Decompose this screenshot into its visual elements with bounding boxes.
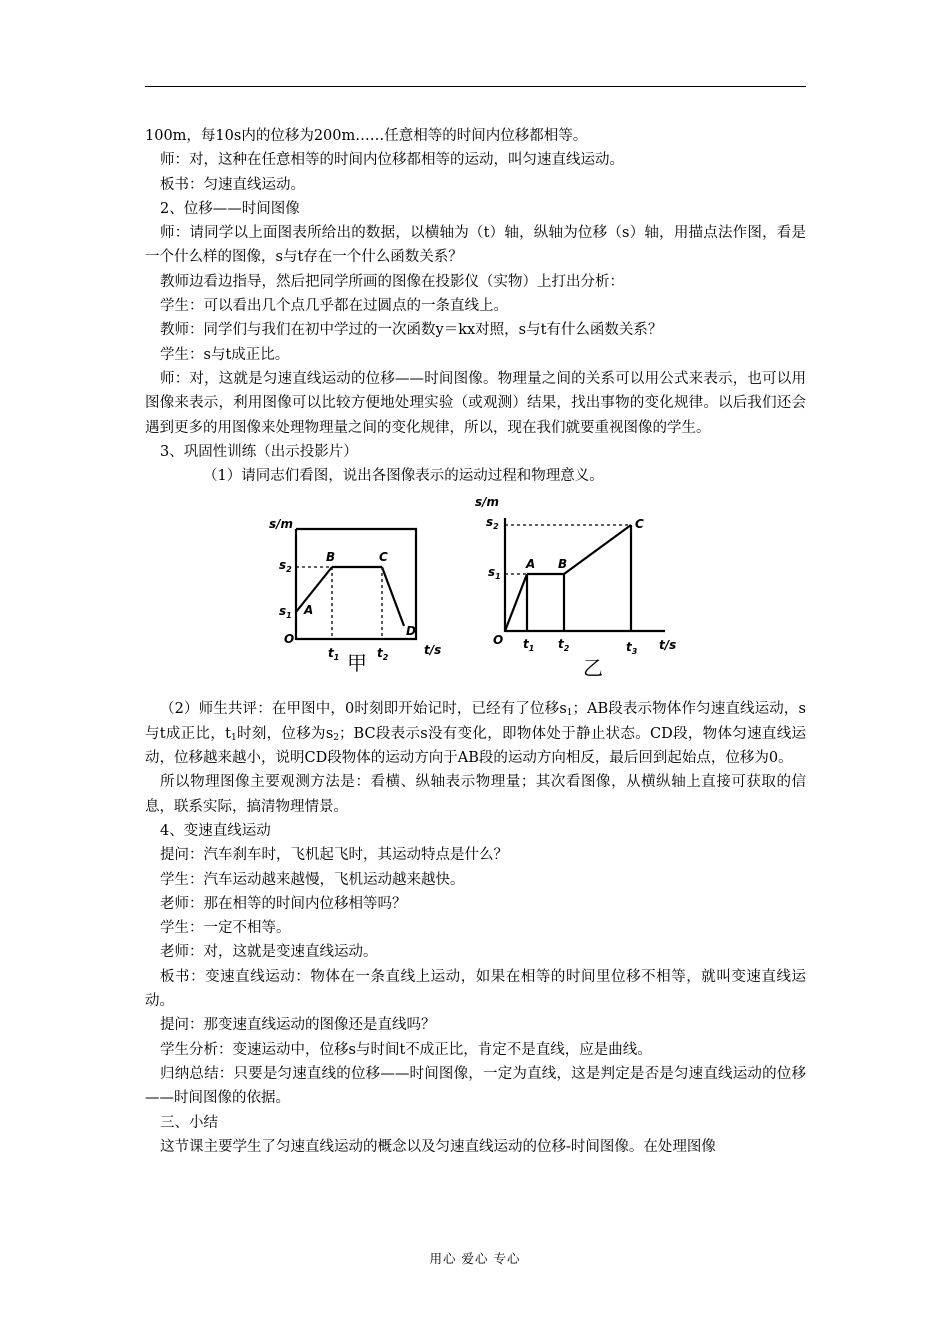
yi-segment-oa bbox=[505, 574, 527, 631]
paragraph: 100m，每10s内的位移为200m……任意相等的时间内位移都相等。 bbox=[145, 128, 588, 144]
paragraph: 4、变速直线运动 bbox=[160, 822, 271, 839]
jia-segment-ab bbox=[296, 567, 332, 612]
paragraph: 这节课主要学生了匀速直线运动的概念以及匀速直线运动的位移-时间图像。在处理图像 bbox=[160, 1138, 716, 1155]
document-body bbox=[145, 124, 806, 1159]
yi-y-axis-label: s/m bbox=[475, 495, 500, 510]
paragraph: 三、小结 bbox=[160, 1114, 218, 1131]
graph-jia bbox=[296, 529, 417, 640]
jia-point-d: D bbox=[406, 624, 416, 639]
jia-y-axis-label: s/m bbox=[269, 517, 294, 532]
paragraph: 学生：s与t成正比。 bbox=[160, 346, 290, 363]
paragraph: 板书：匀速直线运动。 bbox=[160, 176, 305, 193]
jia-s2-label: $s_2$ bbox=[279, 558, 292, 575]
paragraph: 师：对，这种在任意相等的时间内位移都相等的运动，叫匀速直线运动。 bbox=[160, 152, 624, 169]
paragraph: 学生分析：变速运动中，位移s与时间t不成正比，肯定不是直线，应是曲线。 bbox=[160, 1041, 652, 1058]
yi-s2-label: $s_2$ bbox=[486, 515, 499, 532]
paragraph: 板书：变速直线运动：物体在一条直线上运动，如果在相等的时间里位移不相等，就叫变速直线运动。 bbox=[145, 968, 806, 1010]
yi-x-axis-label: t/s bbox=[659, 638, 677, 653]
paragraph: 归纳总结：只要是匀速直线的位移——时间图像，一定为直线，这是判定是否是匀速直线运动的位移——时间图像的依据。 bbox=[145, 1065, 806, 1107]
paragraphs-before-figure bbox=[145, 124, 806, 488]
page-footer: 用心 爱心 专心 bbox=[429, 1251, 521, 1266]
jia-point-b: B bbox=[326, 550, 336, 565]
paragraph: 学生：一定不相等。 bbox=[160, 920, 291, 937]
paragraph-commentary: （2）师生共评：在甲图中，0时刻即开始记时，已经有了位移$s_1$；AB段表示物体作匀速直线运动，s与t成正比，$t_1$时刻，位移为$s_2$；BC段表示s没有变化，即物体处于静止状态。CD段，物体匀速直线运动，位移越来越小，说明CD段物体的运动方向于AB段的运动方向相反，最后回到起始点，位移为0。 bbox=[145, 701, 807, 767]
paragraph: 所以物理图像主要观测方法是：看横、纵轴表示物理量；其次看图像，从横纵轴上直接可获取的信息，联系实际，搞清物理情景。 bbox=[145, 774, 806, 815]
paragraph: 师：请同学以上面图表所给出的数据，以横轴为（t）轴，纵轴为位移（s）轴，用描点法作图，看是一个什么样的图像，s与t存在一个什么函数关系？ bbox=[145, 225, 806, 266]
jia-t1-label: $t_1$ bbox=[328, 646, 340, 663]
paragraph: 提问：汽车刹车时，飞机起飞时，其运动特点是什么？ bbox=[160, 847, 508, 864]
paragraph: 老师：对，这就是变速直线运动。 bbox=[160, 944, 378, 961]
jia-segment-cd bbox=[382, 567, 404, 626]
jia-point-a: A bbox=[304, 603, 314, 618]
graph-yi bbox=[505, 518, 665, 632]
yi-caption: 乙 bbox=[583, 656, 603, 681]
header-rule bbox=[145, 86, 806, 87]
yi-s1-label: $s_1$ bbox=[488, 565, 501, 582]
yi-origin-label: O bbox=[493, 633, 504, 648]
paragraphs-after-figure bbox=[145, 770, 806, 1159]
yi-point-a: A bbox=[526, 557, 536, 572]
motion-graphs-svg bbox=[145, 488, 806, 697]
jia-x-axis-label: t/s bbox=[424, 643, 442, 658]
figure-motion-graphs bbox=[145, 488, 806, 697]
yi-segment-bc bbox=[564, 525, 631, 574]
yi-t2-label: $t_2$ bbox=[558, 637, 570, 654]
paragraph: 师：对，这就是匀速直线运动的位移——时间图像。物理量之间的关系可以用公式来表示，也可以用图像来表示，利用图像可以比较方便地处理实验（或观测）结果，找出事物的变化规律。以后我们还会遇到更多的用图像来处理物理量之间的变化规律，所以，现在我们就要重视图像的学生。 bbox=[145, 370, 806, 436]
yi-t3-label: $t_3$ bbox=[626, 640, 638, 657]
yi-point-c: C bbox=[635, 517, 644, 532]
jia-s1-label: $s_1$ bbox=[279, 604, 292, 621]
jia-caption: 甲 bbox=[347, 651, 367, 676]
jia-point-c: C bbox=[379, 550, 388, 565]
paragraph: 教师边看边指导，然后把同学所画的图像在投影仪（实物）上打出分析： bbox=[160, 273, 624, 290]
paragraph: （1）请同志们看图，说出各图像表示的运动过程和物理意义。 bbox=[203, 468, 604, 485]
paragraph: 学生：汽车运动越来越慢，飞机运动越来越快。 bbox=[160, 871, 465, 888]
paragraph: 3、巩固性训练（出示投影片） bbox=[160, 443, 358, 460]
jia-t2-label: $t_2$ bbox=[377, 646, 389, 663]
paragraph: 2、位移——时间图像 bbox=[160, 200, 300, 217]
paragraph: 老师：那在相等的时间内位移相等吗？ bbox=[160, 895, 407, 912]
jia-origin-label: O bbox=[284, 632, 295, 647]
yi-t1-label: $t_1$ bbox=[523, 637, 535, 654]
paragraph: 提问：那变速直线运动的图像还是直线吗？ bbox=[160, 1017, 436, 1034]
paragraph: 教师：同学们与我们在初中学过的一次函数y＝kx对照，s与t有什么函数关系？ bbox=[160, 322, 663, 339]
yi-point-b: B bbox=[558, 557, 568, 572]
paragraph: 学生：可以看出几个点几乎都在过圆点的一条直线上。 bbox=[160, 298, 508, 315]
